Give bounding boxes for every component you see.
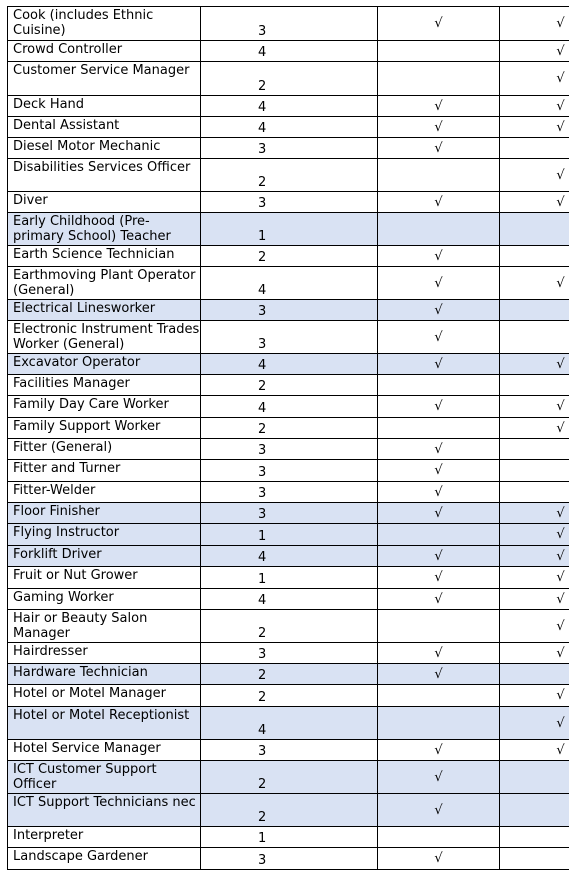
level-cell [201, 267, 378, 300]
column-b-cell [500, 321, 569, 354]
table-row [8, 96, 569, 117]
column-b-cell [500, 589, 569, 610]
table-row [8, 354, 569, 375]
check-mark-icon: √ [556, 505, 565, 521]
occupation-name: Diesel Motor Mechanic [13, 139, 161, 154]
check-mark-icon: √ [434, 666, 443, 682]
occupation-name: Floor Finisher [13, 504, 100, 519]
table-row [8, 643, 569, 664]
occupation-name-cell [8, 192, 201, 213]
occupation-name: Landscape Gardener [13, 849, 148, 864]
occupation-name: Hair or Beauty Salon Manager [13, 611, 148, 641]
level-cell [201, 827, 378, 848]
level-cell [201, 321, 378, 354]
level-cell [201, 62, 378, 96]
column-b-cell [500, 439, 569, 460]
table-row [8, 740, 569, 761]
occupation-name-cell [8, 138, 201, 159]
occupation-name: Electrical Linesworker [13, 301, 156, 316]
occupation-name: Crowd Controller [13, 42, 123, 57]
occupation-name-cell [8, 848, 201, 870]
column-b-cell [500, 41, 569, 62]
occupation-name-cell [8, 96, 201, 117]
occupation-name-cell [8, 567, 201, 589]
check-mark-icon: √ [434, 16, 443, 31]
check-mark-icon: √ [556, 645, 565, 661]
column-b-cell [500, 354, 569, 375]
level-cell [201, 707, 378, 740]
occupation-name: Cook (includes Ethnic Cuisine) [13, 8, 154, 38]
occupation-name-cell [8, 482, 201, 503]
column-a-cell [378, 267, 500, 300]
level-value: 4 [258, 121, 267, 136]
column-b-cell [500, 482, 569, 503]
level-cell [201, 482, 378, 503]
occupation-name-cell [8, 546, 201, 567]
occupation-name: Gaming Worker [13, 590, 114, 605]
occupation-name-cell [8, 761, 201, 794]
level-cell [201, 159, 378, 192]
occupation-name: Fitter (General) [13, 440, 113, 455]
check-mark-icon: √ [434, 742, 443, 758]
level-cell [201, 546, 378, 567]
table-row [8, 418, 569, 439]
level-value: 2 [258, 422, 267, 437]
occupation-name: Deck Hand [13, 97, 85, 112]
occupation-name-cell [8, 794, 201, 827]
level-value: 2 [258, 379, 267, 394]
occupation-name-cell [8, 589, 201, 610]
level-value: 4 [258, 45, 267, 60]
occupation-name: Diver [13, 193, 48, 208]
column-a-cell [378, 396, 500, 418]
column-b-cell [500, 740, 569, 761]
level-value: 2 [258, 175, 267, 190]
level-value: 4 [258, 283, 267, 298]
level-cell [201, 740, 378, 761]
check-mark-icon: √ [434, 484, 443, 500]
column-b-cell [500, 503, 569, 524]
check-mark-icon: √ [434, 98, 443, 114]
column-a-cell [378, 321, 500, 354]
level-cell [201, 567, 378, 589]
column-b-cell [500, 610, 569, 643]
column-a-cell [378, 418, 500, 439]
occupation-table [7, 6, 569, 870]
level-value: 3 [258, 647, 267, 662]
column-a-cell [378, 610, 500, 643]
column-a-cell [378, 740, 500, 761]
column-a-cell [378, 213, 500, 246]
level-cell [201, 524, 378, 546]
check-mark-icon: √ [556, 167, 565, 183]
column-a-cell [378, 375, 500, 396]
column-a-cell [378, 482, 500, 503]
table-row [8, 62, 569, 96]
check-mark-icon: √ [434, 356, 443, 372]
check-mark-icon: √ [556, 194, 565, 210]
column-a-cell [378, 96, 500, 117]
level-cell [201, 664, 378, 685]
level-value: 2 [258, 810, 267, 825]
level-value: 4 [258, 550, 267, 565]
column-a-cell [378, 707, 500, 740]
occupation-name-cell [8, 827, 201, 848]
column-b-cell [500, 62, 569, 96]
table-row [8, 117, 569, 138]
level-value: 3 [258, 304, 267, 319]
table-row [8, 321, 569, 354]
column-a-cell [378, 7, 500, 41]
occupation-name-cell [8, 300, 201, 321]
column-b-cell [500, 546, 569, 567]
check-mark-icon: √ [556, 715, 565, 731]
occupation-name: Flying Instructor [13, 525, 120, 540]
check-mark-icon: √ [556, 356, 565, 372]
check-mark-icon: √ [434, 441, 443, 457]
occupation-name: Disabilities Services Officer [13, 160, 191, 175]
table-row [8, 246, 569, 267]
column-b-cell [500, 213, 569, 246]
column-a-cell [378, 62, 500, 96]
column-a-cell [378, 246, 500, 267]
column-b-cell [500, 7, 569, 41]
level-cell [201, 7, 378, 41]
check-mark-icon: √ [434, 275, 443, 291]
occupation-name: Hardware Technician [13, 665, 148, 680]
column-b-cell [500, 643, 569, 664]
column-b-cell [500, 827, 569, 848]
table-row [8, 567, 569, 589]
column-a-cell [378, 159, 500, 192]
occupation-name-cell [8, 321, 201, 354]
level-value: 3 [258, 486, 267, 501]
column-b-cell [500, 396, 569, 418]
level-cell [201, 375, 378, 396]
column-b-cell [500, 159, 569, 192]
check-mark-icon: √ [434, 769, 443, 785]
column-a-cell [378, 589, 500, 610]
check-mark-icon: √ [434, 851, 443, 866]
check-mark-icon: √ [556, 742, 565, 758]
check-mark-icon: √ [556, 548, 565, 564]
occupation-name: Earthmoving Plant Operator (General) [13, 268, 196, 298]
column-a-cell [378, 117, 500, 138]
column-a-cell [378, 546, 500, 567]
table-row [8, 707, 569, 740]
check-mark-icon: √ [556, 420, 565, 436]
occupation-name: Early Childhood (Pre-primary School) Teacher [13, 214, 171, 244]
occupation-name: Hotel or Motel Receptionist [13, 708, 190, 723]
level-cell [201, 246, 378, 267]
level-cell [201, 418, 378, 439]
table-row [8, 213, 569, 246]
column-b-cell [500, 567, 569, 589]
occupation-name-cell [8, 685, 201, 707]
occupation-name-cell [8, 460, 201, 482]
occupation-name: Interpreter [13, 828, 84, 843]
column-b-cell [500, 707, 569, 740]
occupation-name: Hotel Service Manager [13, 741, 161, 756]
occupation-name: Fitter and Turner [13, 461, 121, 476]
column-b-cell [500, 794, 569, 827]
occupation-name: Electronic Instrument Trades Worker (General) [13, 322, 200, 352]
check-mark-icon: √ [434, 140, 443, 156]
column-b-cell [500, 664, 569, 685]
table-row [8, 375, 569, 396]
column-b-cell [500, 300, 569, 321]
table-row [8, 138, 569, 159]
column-a-cell [378, 761, 500, 794]
check-mark-icon: √ [434, 119, 443, 135]
level-cell [201, 761, 378, 794]
level-value: 3 [258, 853, 267, 868]
column-a-cell [378, 503, 500, 524]
column-b-cell [500, 848, 569, 870]
column-b-cell [500, 685, 569, 707]
level-value: 4 [258, 593, 267, 608]
level-value: 1 [258, 529, 267, 544]
level-value: 2 [258, 690, 267, 705]
level-value: 2 [258, 250, 267, 265]
check-mark-icon: √ [556, 591, 565, 607]
level-value: 2 [258, 668, 267, 683]
occupation-name-cell [8, 213, 201, 246]
occupation-name-cell [8, 7, 201, 41]
table-row [8, 7, 569, 41]
check-mark-icon: √ [434, 570, 443, 585]
column-a-cell [378, 300, 500, 321]
occupation-name-cell [8, 354, 201, 375]
level-cell [201, 192, 378, 213]
occupation-name-cell [8, 439, 201, 460]
occupation-name-cell [8, 246, 201, 267]
column-b-cell [500, 375, 569, 396]
column-a-cell [378, 643, 500, 664]
occupation-name: Hairdresser [13, 644, 88, 659]
level-cell [201, 685, 378, 707]
column-a-cell [378, 192, 500, 213]
occupation-name-cell [8, 643, 201, 664]
occupation-name-cell [8, 707, 201, 740]
check-mark-icon: √ [556, 119, 565, 135]
level-value: 4 [258, 401, 267, 416]
column-a-cell [378, 524, 500, 546]
occupation-name-cell [8, 503, 201, 524]
check-mark-icon: √ [434, 802, 443, 818]
level-cell [201, 643, 378, 664]
level-value: 1 [258, 229, 267, 244]
level-cell [201, 460, 378, 482]
column-a-cell [378, 794, 500, 827]
table-row [8, 685, 569, 707]
column-a-cell [378, 354, 500, 375]
level-value: 3 [258, 24, 267, 39]
table-row [8, 794, 569, 827]
occupation-name: Hotel or Motel Manager [13, 686, 166, 701]
check-mark-icon: √ [434, 591, 443, 607]
table-row [8, 159, 569, 192]
column-a-cell [378, 685, 500, 707]
column-b-cell [500, 761, 569, 794]
check-mark-icon: √ [434, 463, 443, 478]
occupation-name: Dental Assistant [13, 118, 120, 133]
column-b-cell [500, 524, 569, 546]
occupation-name: Earth Science Technician [13, 247, 175, 262]
level-value: 3 [258, 142, 267, 157]
level-value: 1 [258, 572, 267, 587]
check-mark-icon: √ [556, 275, 565, 291]
column-b-cell [500, 192, 569, 213]
table-row [8, 460, 569, 482]
column-b-cell [500, 246, 569, 267]
column-b-cell [500, 267, 569, 300]
table-row [8, 761, 569, 794]
table-row [8, 664, 569, 685]
table-row [8, 848, 569, 870]
table-row [8, 482, 569, 503]
check-mark-icon: √ [556, 618, 565, 634]
check-mark-icon: √ [556, 98, 565, 114]
occupation-name-cell [8, 740, 201, 761]
column-a-cell [378, 138, 500, 159]
check-mark-icon: √ [556, 570, 565, 585]
level-cell [201, 589, 378, 610]
table-body [8, 7, 569, 870]
table-row [8, 546, 569, 567]
column-a-cell [378, 567, 500, 589]
column-a-cell [378, 827, 500, 848]
occupation-name-cell [8, 159, 201, 192]
check-mark-icon: √ [556, 527, 565, 542]
check-mark-icon: √ [556, 71, 565, 86]
level-value: 2 [258, 777, 267, 792]
table-row [8, 396, 569, 418]
column-b-cell [500, 418, 569, 439]
level-value: 2 [258, 79, 267, 94]
level-value: 3 [258, 465, 267, 480]
table-row [8, 439, 569, 460]
occupation-name: Forklift Driver [13, 547, 102, 562]
check-mark-icon: √ [434, 548, 443, 564]
column-a-cell [378, 439, 500, 460]
level-value: 3 [258, 744, 267, 759]
occupation-name-cell [8, 524, 201, 546]
table-row [8, 267, 569, 300]
column-a-cell [378, 41, 500, 62]
level-cell [201, 213, 378, 246]
occupation-name: ICT Customer Support Officer [13, 762, 157, 792]
check-mark-icon: √ [434, 505, 443, 521]
occupation-name-cell [8, 62, 201, 96]
table-row [8, 524, 569, 546]
table-row [8, 827, 569, 848]
check-mark-icon: √ [434, 645, 443, 661]
level-value: 4 [258, 100, 267, 115]
occupation-name: Family Support Worker [13, 419, 161, 434]
level-value: 4 [258, 723, 267, 738]
level-cell [201, 117, 378, 138]
occupation-name-cell [8, 375, 201, 396]
table-row [8, 610, 569, 643]
level-value: 3 [258, 196, 267, 211]
level-value: 4 [258, 358, 267, 373]
occupation-name: Facilities Manager [13, 376, 130, 391]
level-cell [201, 300, 378, 321]
table-row [8, 41, 569, 62]
level-value: 3 [258, 507, 267, 522]
level-cell [201, 396, 378, 418]
occupation-name: Customer Service Manager [13, 63, 190, 78]
column-b-cell [500, 117, 569, 138]
check-mark-icon: √ [434, 329, 443, 345]
level-value: 3 [258, 443, 267, 458]
column-b-cell [500, 460, 569, 482]
check-mark-icon: √ [434, 248, 443, 264]
level-value: 3 [258, 337, 267, 352]
level-cell [201, 503, 378, 524]
level-cell [201, 96, 378, 117]
level-cell [201, 354, 378, 375]
level-cell [201, 439, 378, 460]
column-a-cell [378, 460, 500, 482]
level-value: 2 [258, 626, 267, 641]
level-cell [201, 610, 378, 643]
occupation-name: Fitter-Welder [13, 483, 96, 498]
occupation-name-cell [8, 396, 201, 418]
occupation-name-cell [8, 117, 201, 138]
column-b-cell [500, 96, 569, 117]
level-cell [201, 794, 378, 827]
check-mark-icon: √ [556, 688, 565, 703]
column-a-cell [378, 664, 500, 685]
occupation-name: ICT Support Technicians nec [13, 795, 196, 810]
check-mark-icon: √ [434, 302, 443, 318]
occupation-name-cell [8, 267, 201, 300]
table-row [8, 192, 569, 213]
level-value: 1 [258, 831, 267, 846]
check-mark-icon: √ [556, 399, 565, 414]
table-row [8, 503, 569, 524]
table-row [8, 300, 569, 321]
level-cell [201, 138, 378, 159]
occupation-name-cell [8, 418, 201, 439]
occupation-name: Family Day Care Worker [13, 397, 169, 412]
table-row [8, 589, 569, 610]
occupation-name: Fruit or Nut Grower [13, 568, 138, 583]
occupation-name-cell [8, 610, 201, 643]
level-cell [201, 848, 378, 870]
check-mark-icon: √ [556, 16, 565, 31]
column-a-cell [378, 848, 500, 870]
column-b-cell [500, 138, 569, 159]
check-mark-icon: √ [434, 399, 443, 414]
check-mark-icon: √ [556, 43, 565, 59]
level-cell [201, 41, 378, 62]
occupation-name-cell [8, 41, 201, 62]
check-mark-icon: √ [434, 194, 443, 210]
occupation-name: Excavator Operator [13, 355, 141, 370]
occupation-name-cell [8, 664, 201, 685]
